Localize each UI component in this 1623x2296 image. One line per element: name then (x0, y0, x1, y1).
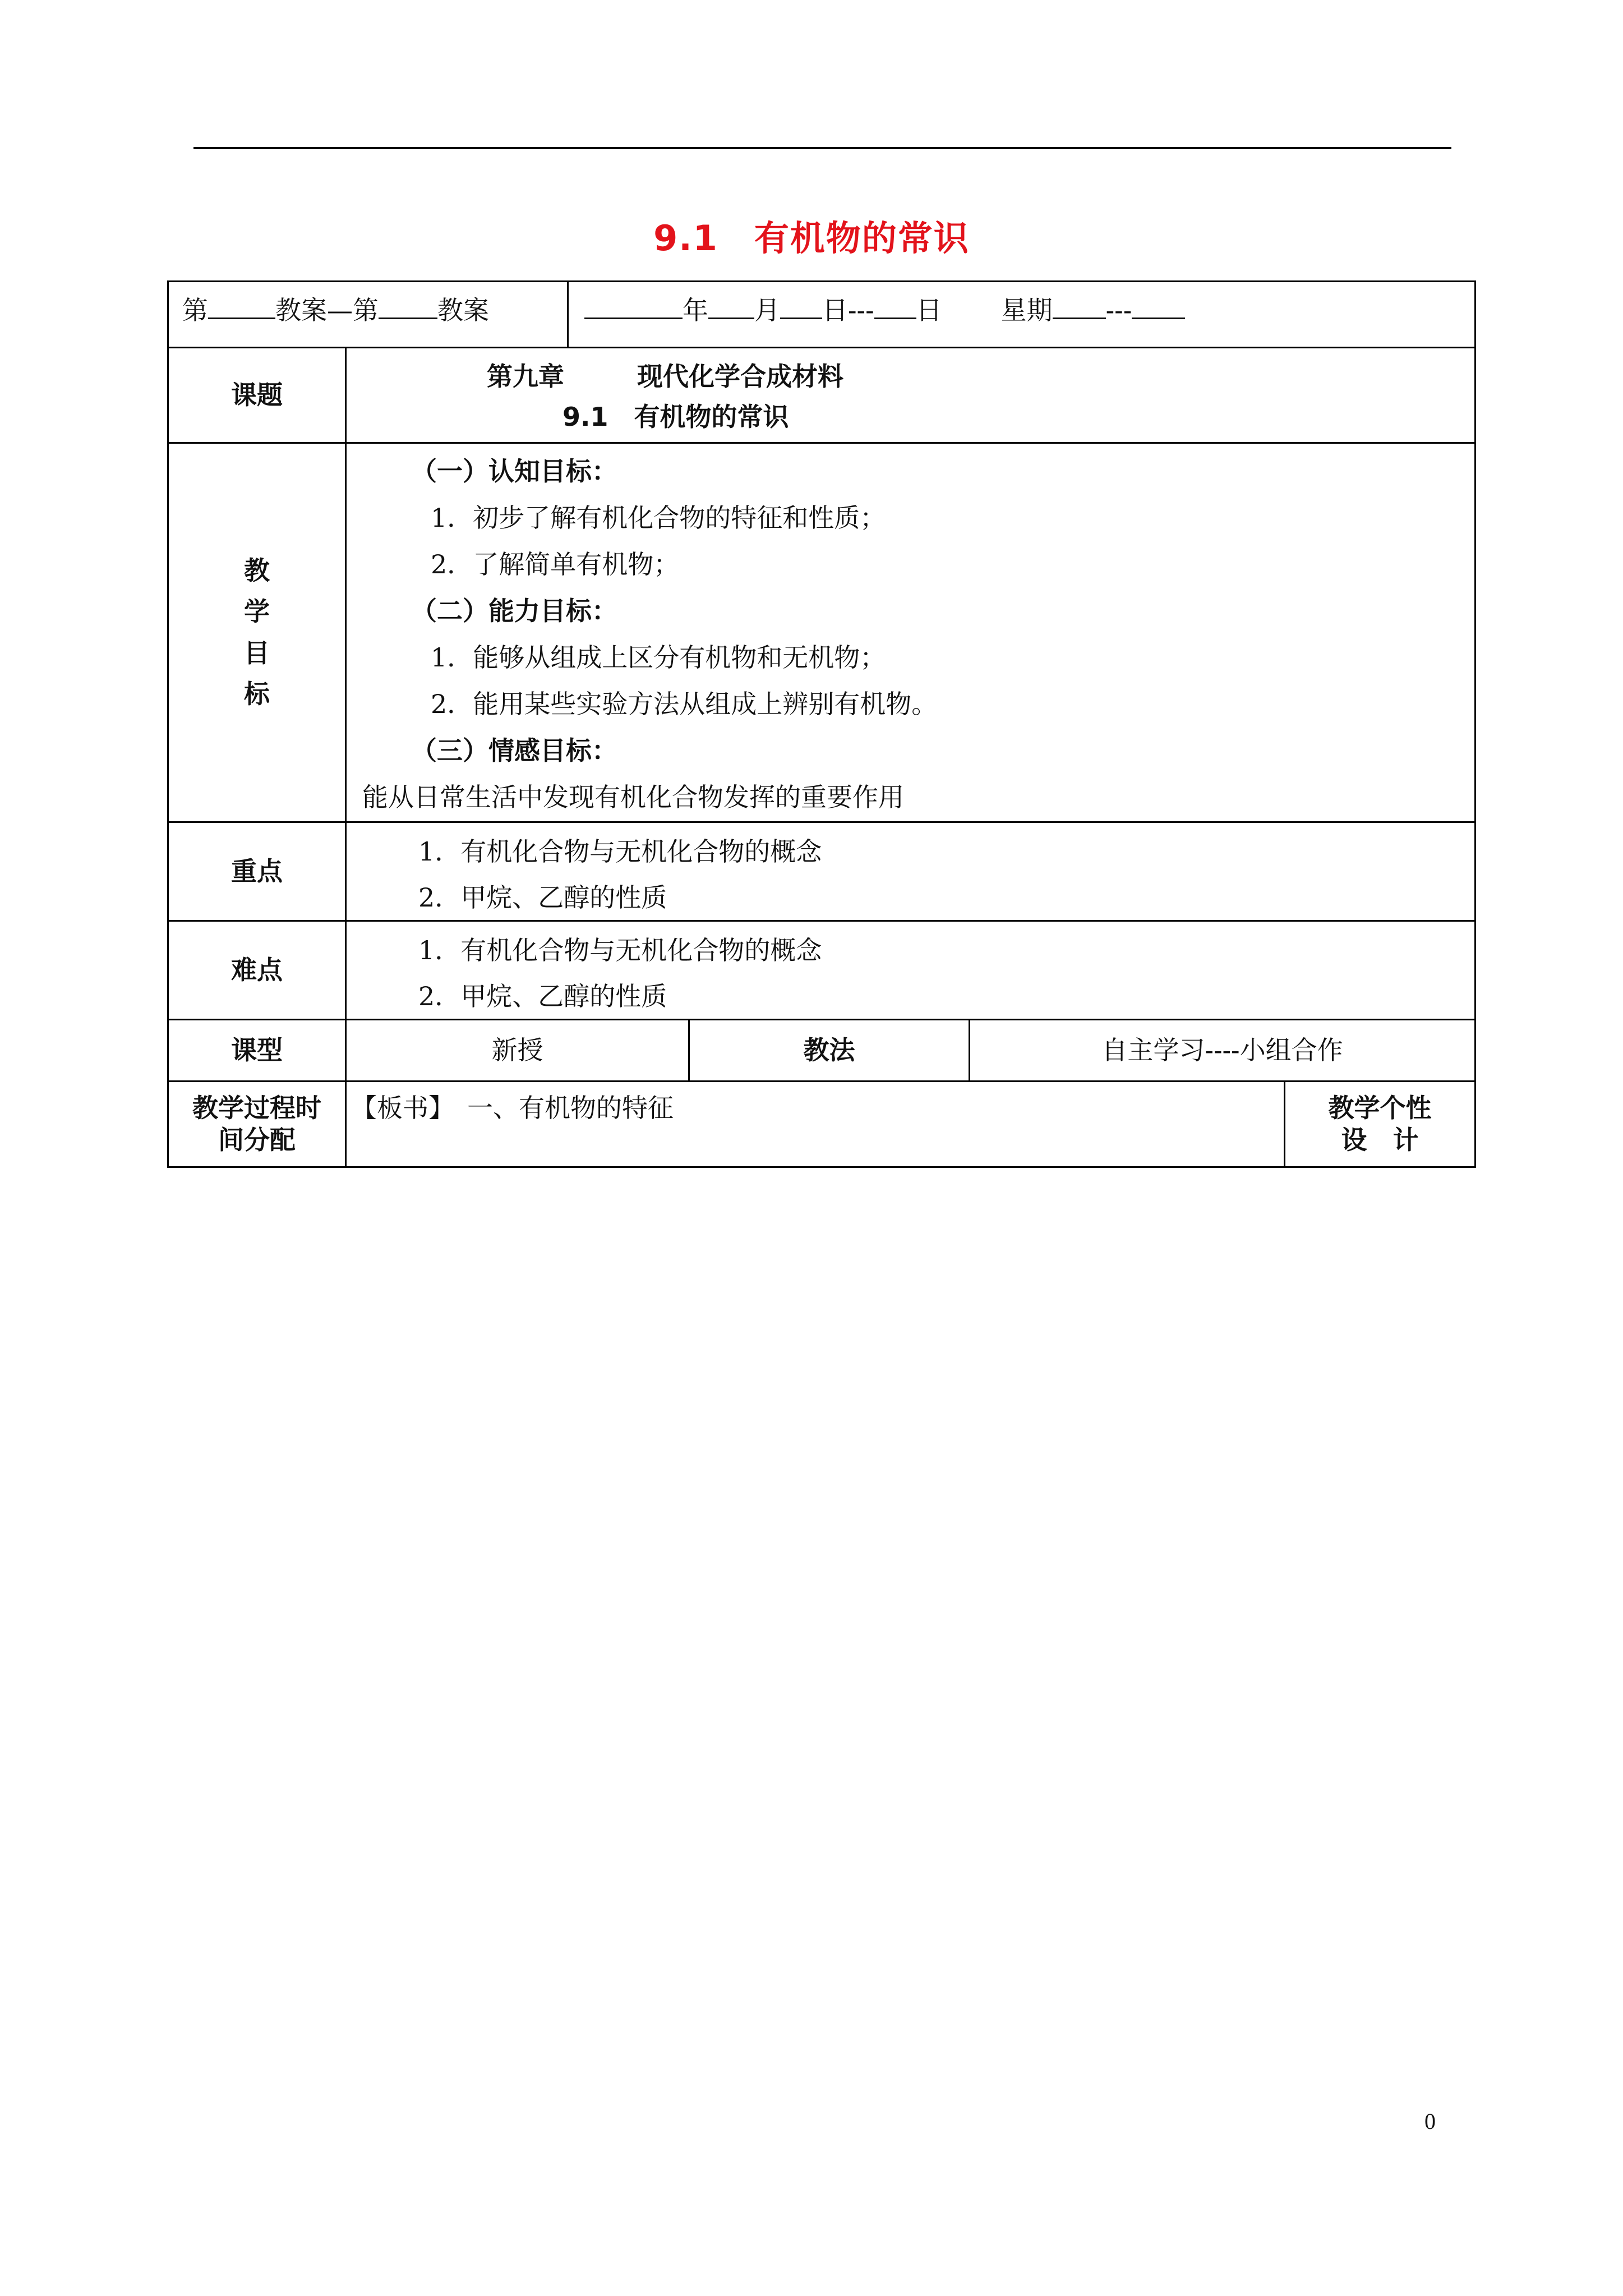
process-label (169, 1082, 347, 1166)
key-point-item: 2．甲烷、乙醇的性质 (418, 882, 667, 913)
blank-field (1132, 297, 1185, 319)
design-label-line: 设 计 (1341, 1125, 1419, 1155)
lesson-type-row (169, 1019, 1474, 1080)
cognitive-heading: （一）认知目标： (411, 456, 617, 486)
objectives-label-char: 教 (244, 555, 270, 586)
difficulty-item: 2．甲烷、乙醇的性质 (418, 981, 667, 1011)
lesson-suffix: 教案 (437, 295, 489, 325)
objectives-content (347, 444, 1474, 821)
difficulties-label: 难点 (169, 922, 347, 1019)
objectives-row (169, 442, 1474, 821)
lesson-mid: 教案—第 (275, 295, 379, 325)
emotion-text: 能从日常生活中发现有机化合物发挥的重要作用 (362, 782, 904, 812)
page-title: 9.1 有机物的常识 (653, 218, 970, 259)
blank-field (708, 297, 754, 319)
month-label: 月 (754, 295, 780, 325)
lesson-type-value: 新授 (347, 1020, 690, 1080)
topic-content (347, 348, 1474, 442)
difficulties-content (347, 922, 1474, 1019)
chapter-title: 现代化学合成材料 (637, 361, 843, 392)
objectives-label-char: 目 (244, 637, 270, 668)
teaching-method-label: 教法 (690, 1020, 970, 1080)
process-label-line: 教学过程时 (192, 1092, 321, 1123)
key-points-label: 重点 (169, 823, 347, 920)
chapter-number: 第九章 (487, 361, 564, 392)
personal-design-label (1285, 1082, 1474, 1166)
blank-field (1053, 297, 1106, 319)
blank-field (780, 297, 822, 319)
topic-row (169, 347, 1474, 442)
key-point-item: 1．有机化合物与无机化合物的概念 (418, 836, 822, 867)
objectives-label-char: 标 (244, 679, 270, 709)
lesson-header-row (169, 282, 1474, 347)
topic-label: 课题 (169, 348, 347, 442)
blank-field (584, 297, 683, 319)
weekday-label: 星期 (1000, 295, 1053, 325)
ability-item: 1．能够从组成上区分有机物和无机物； (431, 642, 886, 673)
blank-field (208, 297, 275, 319)
blank-field (379, 297, 437, 319)
lesson-type-label: 课型 (169, 1020, 347, 1080)
lesson-plan-table (167, 280, 1476, 1168)
day-range-label: 日--- (822, 295, 874, 325)
difficulty-item: 1．有机化合物与无机化合物的概念 (418, 935, 822, 965)
process-row (169, 1080, 1474, 1166)
design-label-line: 教学个性 (1328, 1092, 1432, 1123)
blank-field (874, 297, 916, 319)
lesson-prefix: 第 (182, 295, 208, 325)
key-points-row (169, 821, 1474, 920)
cognitive-item: 1．初步了解有机化合物的特征和性质； (431, 503, 886, 533)
ability-heading: （二）能力目标： (411, 596, 617, 626)
cognitive-item: 2．了解简单有机物； (431, 549, 680, 579)
teaching-method-value: 自主学习----小组合作 (1101, 1034, 1343, 1065)
section-title: 9.1 有机物的常识 (562, 402, 789, 432)
key-points-content (347, 823, 1474, 920)
header-rule (193, 147, 1451, 149)
objectives-label-char: 学 (244, 596, 270, 627)
process-content: 【板书】 一、有机物的特征 (347, 1082, 1285, 1166)
year-label: 年 (683, 295, 708, 325)
ability-item: 2．能用某些实验方法从组成上辨别有机物。 (431, 689, 938, 719)
emotion-heading: （三）情感目标： (411, 735, 617, 766)
date-cell (569, 282, 1474, 347)
weekday-range: --- (1105, 295, 1132, 325)
difficulties-row (169, 920, 1474, 1019)
page-number: 0 (1424, 2109, 1436, 2134)
objectives-label (169, 444, 347, 821)
lesson-number-cell (169, 282, 569, 347)
process-label-line: 间分配 (218, 1125, 296, 1155)
day-label: 日 (916, 295, 942, 325)
